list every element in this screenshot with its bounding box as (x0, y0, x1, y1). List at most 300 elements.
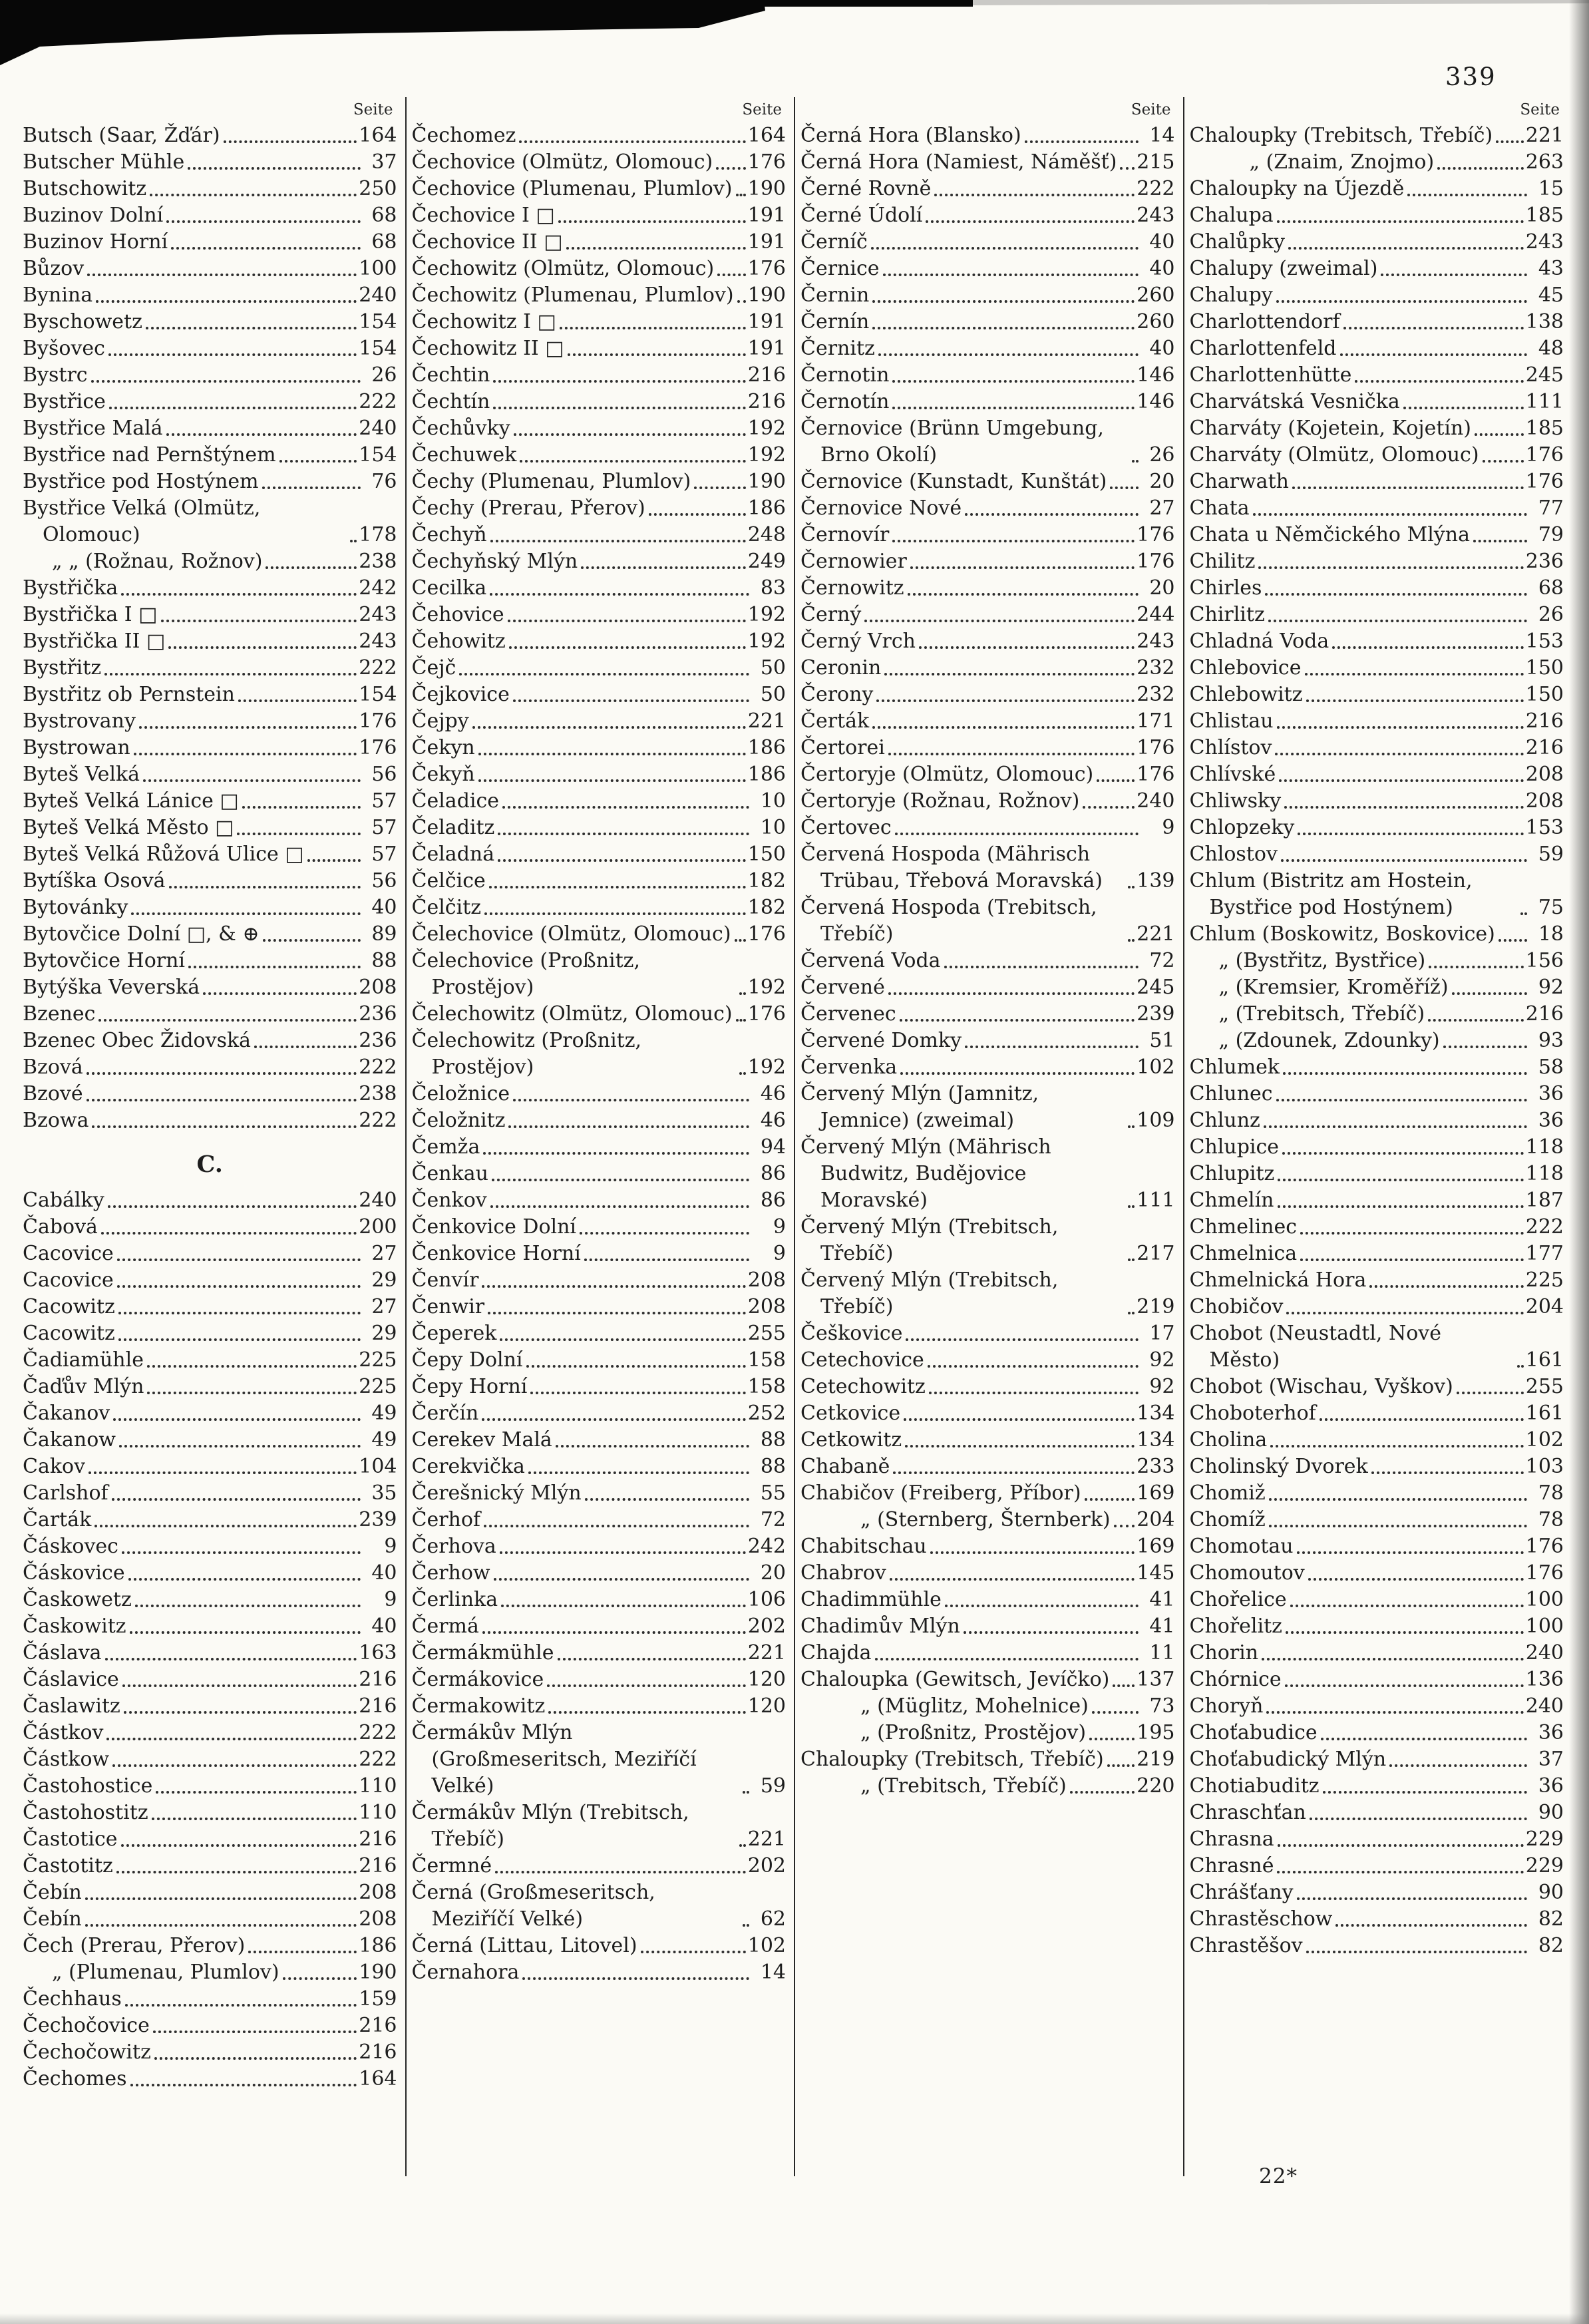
place-name: Čechowitz II □ (411, 337, 564, 360)
place-name: Červené (800, 976, 885, 999)
place-name: Čechočovice (23, 2014, 150, 2037)
page-reference: 222 (359, 1109, 397, 1132)
page-reference: 82 (1538, 1934, 1564, 1957)
place-name: Čerčín (411, 1402, 479, 1425)
page-reference: 216 (359, 1694, 397, 1718)
page-reference: 238 (359, 550, 397, 573)
dot-leader (1443, 1046, 1527, 1048)
dot-leader (1332, 646, 1523, 649)
place-name: Čermné (411, 1854, 492, 1877)
place-name: Čermákův Mlýn (Trebitsch, Třebíč) (411, 1801, 689, 1851)
dot-leader (735, 939, 746, 942)
index-entry (412, 1374, 787, 1400)
index-entry (1190, 362, 1564, 389)
index-entry (1190, 1693, 1564, 1720)
dot-leader (926, 220, 1135, 223)
dot-leader (1128, 1259, 1135, 1261)
dot-leader (150, 194, 357, 196)
dot-leader (1297, 1551, 1524, 1554)
dot-leader (883, 274, 1139, 276)
page-reference: 195 (1137, 1721, 1175, 1744)
index-entry (23, 1853, 397, 1879)
place-name: Čabová (23, 1215, 98, 1239)
index-entry (1190, 1826, 1564, 1853)
page-reference: 252 (747, 1402, 786, 1425)
dot-leader (739, 992, 746, 995)
index-entry (412, 256, 787, 282)
index-entry (23, 1959, 397, 1986)
dot-leader (500, 1338, 745, 1341)
page-reference: 46 (760, 1109, 786, 1132)
place-name: Bzowa (23, 1109, 89, 1132)
index-entry (800, 1640, 1175, 1666)
page-reference: 159 (359, 1987, 397, 2011)
index-entry (412, 1028, 787, 1081)
page-reference: 222 (1137, 177, 1175, 200)
place-name: Černá (Großmeseritsch, Meziříčí Velké) (411, 1881, 655, 1931)
index-entry (1190, 761, 1564, 788)
page-reference: 225 (1525, 1268, 1564, 1292)
dot-leader (1305, 673, 1524, 676)
page-reference: 102 (747, 1934, 786, 1957)
dot-leader (1128, 1125, 1135, 1128)
dot-leader (152, 1818, 357, 1820)
place-name: Bystřička II □ (23, 630, 166, 653)
index-entry (1190, 1427, 1564, 1453)
place-name: Čáslava (23, 1641, 102, 1664)
index-entry (800, 1587, 1175, 1613)
place-name: Černá Hora (Namiest, Náměšť) (800, 150, 1117, 174)
index-entry (23, 362, 397, 389)
index-entry (800, 229, 1175, 256)
place-name: Červené Domky (800, 1029, 962, 1052)
place-name: Chalupy (1189, 284, 1273, 307)
dot-leader (716, 167, 746, 170)
place-name: Čechovice (Plumenau, Plumlov) (411, 177, 733, 200)
dot-leader (1132, 460, 1139, 463)
page-reference: 232 (1137, 656, 1175, 679)
dot-leader (1310, 1818, 1527, 1820)
index-entry (23, 974, 397, 1001)
index-entry (23, 681, 397, 708)
index-entry (1190, 1906, 1564, 1933)
page-reference: 186 (747, 496, 786, 520)
place-name: Čechůvky (411, 417, 510, 440)
index-entry (800, 149, 1175, 176)
page-reference: 191 (747, 310, 786, 333)
page-reference: 154 (359, 443, 397, 467)
index-entry (800, 469, 1175, 495)
dot-leader (203, 992, 357, 995)
page-reference: 192 (747, 603, 786, 626)
dot-leader (1278, 1844, 1524, 1847)
place-name: Bytýška Veverská (23, 976, 200, 999)
page-reference: 236 (1525, 550, 1564, 573)
place-name: Chlistau (1189, 709, 1274, 733)
page-reference: 86 (760, 1189, 786, 1212)
page-reference: 248 (747, 523, 786, 546)
place-name: Charlottendorf (1189, 310, 1340, 333)
index-entry (800, 1001, 1175, 1028)
page-reference: 118 (1525, 1135, 1564, 1159)
place-name: Chlebowitz (1189, 683, 1303, 706)
index-entry (23, 655, 397, 681)
place-name: Čelechovice (Olmütz, Olomouc) (411, 922, 731, 946)
page-reference: 62 (760, 1907, 786, 1931)
page-reference: 192 (747, 1056, 786, 1079)
dot-leader (122, 1684, 357, 1687)
place-name: Chladná Voda (1189, 630, 1329, 653)
index-entry (23, 495, 397, 548)
index-entry (412, 335, 787, 362)
dot-leader (161, 620, 357, 622)
dot-leader (1277, 1871, 1523, 1873)
place-name: Časkowitz (23, 1615, 126, 1638)
index-entry (23, 602, 397, 628)
dot-leader (279, 460, 357, 463)
page-reference: 100 (1525, 1588, 1564, 1611)
place-name: Chlunec (1189, 1082, 1273, 1105)
index-entry (23, 1400, 397, 1427)
index-entry (23, 1267, 397, 1294)
index-entry (412, 1613, 787, 1640)
place-name: Chořelitz (1189, 1615, 1282, 1638)
index-entry (1190, 1107, 1564, 1134)
dot-leader (1520, 912, 1527, 915)
page-reference: 192 (747, 443, 786, 467)
place-name: Čechovice II □ (411, 230, 563, 254)
dot-leader (1264, 1125, 1527, 1128)
place-name: Chlístov (1189, 736, 1272, 759)
dot-leader (472, 726, 746, 729)
page-reference: 164 (359, 2067, 397, 2090)
dot-leader (736, 194, 746, 196)
place-name: Bzenec (23, 1002, 96, 1026)
page-reference: 46 (760, 1082, 786, 1105)
place-name: Čadiamühle (23, 1348, 144, 1372)
index-entry (800, 122, 1175, 149)
page-reference: 219 (1137, 1295, 1175, 1318)
place-name: Černé Rovně (800, 177, 932, 200)
index-entry (412, 708, 787, 735)
index-entry (800, 1693, 1175, 1720)
dot-leader (482, 1285, 745, 1288)
page-reference: 27 (371, 1295, 397, 1318)
place-name: Cabálky (23, 1189, 104, 1212)
index-entry (412, 1640, 787, 1666)
page-reference: 55 (760, 1481, 786, 1505)
index-entry (412, 1666, 787, 1693)
index-entry (23, 1453, 397, 1480)
dot-leader (1278, 1179, 1523, 1181)
place-name: Čertoryje (Olmütz, Olomouc) (800, 763, 1094, 786)
dot-leader (945, 1605, 1139, 1607)
dot-leader (478, 753, 746, 755)
place-name: Chabaně (800, 1455, 890, 1478)
index-entry (412, 602, 787, 628)
place-name: Čertorei (800, 736, 885, 759)
dot-leader (166, 220, 360, 223)
place-name: Chrášťany (1189, 1881, 1294, 1904)
page-reference: 49 (371, 1402, 397, 1425)
place-name: Cetechovice (800, 1348, 924, 1372)
page-reference: 233 (1137, 1455, 1175, 1478)
dot-leader (91, 380, 361, 383)
index-entry (1190, 1214, 1564, 1241)
index-entry (800, 1560, 1175, 1587)
place-name: Chirlitz (1189, 603, 1265, 626)
place-name: Černice (800, 257, 880, 280)
place-name: Černovice (Kunstadt, Kunštát) (800, 470, 1107, 493)
dot-leader (502, 806, 749, 809)
page-reference: 59 (1538, 843, 1564, 866)
dot-leader (134, 753, 357, 755)
place-name: Choryň (1189, 1694, 1264, 1718)
dot-leader (495, 1871, 746, 1873)
page-reference: 176 (359, 736, 397, 759)
dot-leader (1070, 1791, 1135, 1794)
page-reference: 243 (359, 630, 397, 653)
index-entry (23, 1587, 397, 1613)
page-reference: 27 (1149, 496, 1175, 520)
index-entry (412, 1587, 787, 1613)
page-reference: 176 (1137, 763, 1175, 786)
index-entry (1190, 442, 1564, 469)
page-reference: 176 (747, 257, 786, 280)
index-entry (800, 761, 1175, 788)
dot-leader (106, 1738, 357, 1740)
place-name: Čakanov (23, 1402, 110, 1425)
page-reference: 36 (1538, 1082, 1564, 1105)
page-reference: 109 (1137, 1109, 1175, 1132)
index-entry (800, 309, 1175, 335)
dot-leader (489, 886, 746, 888)
index-entry (23, 868, 397, 894)
index-entry (412, 1693, 787, 1720)
index-entry (412, 761, 787, 788)
dot-leader (1114, 1525, 1135, 1527)
place-name: Čermákmühle (411, 1641, 554, 1664)
index-entry (1190, 1374, 1564, 1400)
dot-leader (1323, 1791, 1527, 1794)
index-entry (800, 894, 1175, 948)
index-entry (800, 708, 1175, 735)
dot-leader (248, 1951, 357, 1953)
dot-leader (501, 1605, 746, 1607)
place-name: Chórnice (1189, 1668, 1282, 1691)
index-entry (1190, 1081, 1564, 1107)
page-reference: 153 (1525, 630, 1564, 653)
dot-leader (147, 1365, 357, 1368)
place-name: Čerlinka (411, 1588, 498, 1611)
place-name: Chlupitz (1189, 1162, 1275, 1185)
seite-column-header: Seite (742, 101, 782, 118)
index-entry (1190, 628, 1564, 655)
page-reference: 83 (760, 576, 786, 600)
index-entry (1190, 1853, 1564, 1879)
index-entry (412, 894, 787, 921)
page-reference: 150 (1525, 656, 1564, 679)
place-name: Červenec (800, 1002, 896, 1026)
index-entry (412, 1720, 787, 1800)
index-entry (412, 202, 787, 229)
dot-leader (1308, 1578, 1524, 1581)
dot-leader (558, 220, 746, 223)
place-name: Chaloupka (Gewitsch, Jevíčko) (800, 1668, 1110, 1691)
dot-leader (1284, 806, 1524, 809)
page-reference: 216 (747, 390, 786, 413)
page-reference: 35 (371, 1481, 397, 1505)
page-reference: 222 (359, 1721, 397, 1744)
page-reference: 192 (747, 976, 786, 999)
place-name: Čelechovice (Proßnitz, Prostějov) (411, 949, 641, 999)
dot-leader (892, 407, 1135, 409)
dot-leader (1286, 1631, 1524, 1634)
place-name: Bytovčice Dolní □, & ⊕ (23, 922, 260, 946)
dot-leader (694, 486, 745, 489)
page-reference: 150 (1525, 683, 1564, 706)
page-reference: 78 (1538, 1481, 1564, 1505)
page-reference: 36 (1538, 1721, 1564, 1744)
page-reference: 191 (747, 230, 786, 254)
page-reference: 178 (359, 523, 397, 546)
index-entry (800, 788, 1175, 815)
index-entry (412, 921, 787, 948)
index-entry (23, 1427, 397, 1453)
place-name: „ (Trebitsch, Třebíč) (860, 1774, 1067, 1798)
index-entry (1190, 1028, 1564, 1054)
page-reference: 120 (747, 1694, 786, 1718)
dot-leader (166, 433, 357, 436)
index-entry (1190, 1800, 1564, 1826)
index-entry (1190, 602, 1564, 628)
index-entry (1190, 735, 1564, 761)
dot-leader (1085, 1498, 1135, 1501)
page-reference: 204 (1137, 1508, 1175, 1531)
index-entry (412, 628, 787, 655)
dot-leader (1275, 753, 1523, 755)
page-reference: 161 (1525, 1402, 1564, 1425)
dot-leader (1120, 167, 1135, 170)
page-reference: 100 (1525, 1615, 1564, 1638)
index-entry (800, 948, 1175, 974)
dot-leader (1262, 1658, 1524, 1660)
index-entry (23, 1986, 397, 2013)
page-reference: 177 (1525, 1242, 1564, 1265)
index-entry (1190, 389, 1564, 415)
index-entry (23, 256, 397, 282)
index-entry (800, 735, 1175, 761)
dot-leader (1107, 1764, 1135, 1767)
index-entry (412, 442, 787, 469)
page-reference: 216 (1525, 709, 1564, 733)
dot-leader (1128, 1312, 1135, 1314)
dot-leader (490, 593, 749, 596)
index-entry (412, 841, 787, 868)
place-name: Čechowitz I □ (411, 310, 556, 333)
dot-leader (117, 1259, 361, 1261)
place-name: Chomotau (1189, 1535, 1294, 1558)
dot-leader (156, 1791, 357, 1794)
index-entry (1190, 176, 1564, 202)
page-reference: 111 (1137, 1189, 1175, 1212)
page-reference: 82 (1538, 1907, 1564, 1931)
index-entry (23, 1666, 397, 1693)
page-reference: 176 (1137, 550, 1175, 573)
index-entry (23, 921, 397, 948)
dot-leader (101, 1232, 357, 1235)
index-entry (412, 1347, 787, 1374)
seite-column-header: Seite (1520, 101, 1560, 118)
dot-leader (526, 1365, 746, 1368)
dot-leader (900, 1072, 1135, 1075)
index-entry (412, 176, 787, 202)
index-entry (412, 362, 787, 389)
index-entry (23, 202, 397, 229)
page-reference: 36 (1538, 1109, 1564, 1132)
index-entry (800, 202, 1175, 229)
index-entry (412, 1400, 787, 1427)
seite-column-header: Seite (353, 101, 393, 118)
index-entry (1190, 122, 1564, 149)
dot-leader (934, 194, 1135, 196)
dot-leader (641, 1951, 746, 1953)
index-entry (800, 1427, 1175, 1453)
page-reference: 249 (747, 550, 786, 573)
page-reference: 225 (359, 1375, 397, 1398)
place-name: Cerekvička (411, 1455, 525, 1478)
place-name: Čerták (800, 709, 870, 733)
page-reference: 50 (760, 656, 786, 679)
dot-leader (514, 433, 746, 436)
dot-leader (498, 833, 749, 835)
dot-leader (350, 540, 357, 542)
place-name: Byteš Velká (23, 763, 140, 786)
page-reference: 176 (747, 922, 786, 946)
index-entry (800, 362, 1175, 389)
place-name: Černá Hora (Blansko) (800, 124, 1021, 147)
page-reference: 216 (359, 2014, 397, 2037)
page-reference: 244 (1137, 603, 1175, 626)
place-name: Čemža (411, 1135, 480, 1159)
index-entry (1190, 1640, 1564, 1666)
dot-leader (98, 1019, 357, 1022)
index-entry (1190, 1746, 1564, 1773)
page-reference: 217 (1137, 1242, 1175, 1265)
index-entry (800, 1267, 1175, 1320)
index-entry (23, 1480, 397, 1507)
page-reference: 164 (747, 124, 786, 147)
dot-leader (872, 300, 1135, 303)
place-name: Charwath (1189, 470, 1289, 493)
page-reference: 219 (1137, 1748, 1175, 1771)
signature-mark: 22* (1259, 2164, 1298, 2188)
page-reference: 171 (1137, 709, 1175, 733)
page-reference: 43 (1538, 257, 1564, 280)
page-reference: 243 (1137, 630, 1175, 653)
place-name: Čermákovice (411, 1668, 544, 1691)
dot-leader (1128, 886, 1135, 888)
page-reference: 40 (371, 1615, 397, 1638)
index-entry (1190, 1666, 1564, 1693)
page-reference: 94 (760, 1135, 786, 1159)
dot-leader (143, 779, 360, 782)
dot-leader (864, 620, 1135, 622)
page-reference: 120 (747, 1668, 786, 1691)
page-reference: 216 (359, 1668, 397, 1691)
index-entry (412, 1453, 787, 1480)
place-name: „ (Plumenau, Plumlov) (52, 1961, 279, 1984)
